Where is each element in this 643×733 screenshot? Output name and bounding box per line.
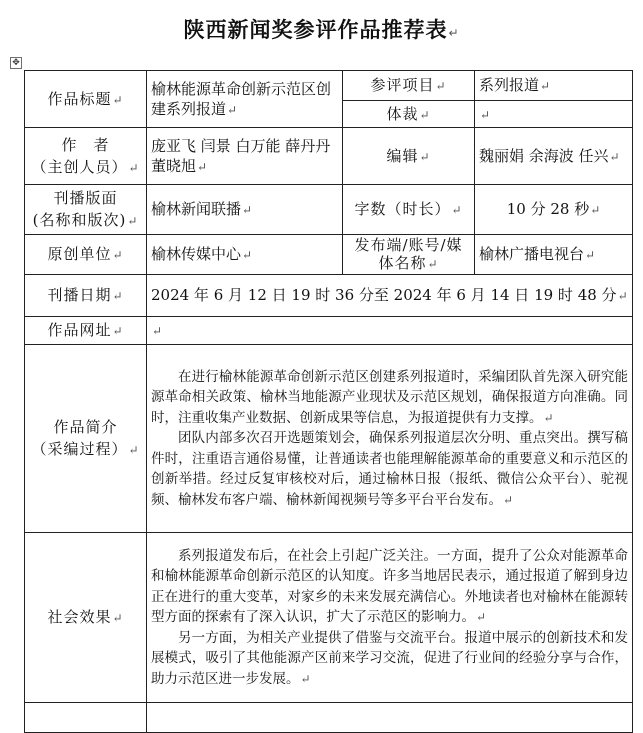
genre-value[interactable] <box>475 101 633 128</box>
paragraph-mark-icon: ↵ <box>543 410 554 425</box>
paragraph-mark-icon: ↵ <box>585 248 596 262</box>
publisher-value[interactable]: 榆林广播电视台↵ <box>475 235 633 275</box>
paragraph-mark-icon: ↵ <box>609 149 620 164</box>
effect-paragraph-1: 系列报道发布后，在社会上引起广泛关注。一方面，提升了公众对能源革命和榆林能源革命创新示范区的认知度。许多当地居民表示，通过报道了解到身边正在进行的重大变革，对家乡的未来发展充满信心。外地读者也对榆林在能源转型方面的探索有了深入认识，扩大了示范区的影响力。↵ <box>151 547 628 626</box>
editor-label: 编辑↵ <box>343 128 475 185</box>
paragraph-mark-icon: ↵ <box>112 289 124 303</box>
extra-label <box>25 703 147 733</box>
paragraph-mark-icon: ↵ <box>112 324 124 338</box>
paragraph-mark-icon: ↵ <box>476 610 487 625</box>
paragraph-mark-icon: ↵ <box>112 248 124 262</box>
unit-label: 原创单位↵ <box>25 235 147 275</box>
url-label: 作品网址↵ <box>25 317 147 345</box>
paragraph-mark-icon: ↵ <box>152 324 163 338</box>
table-row <box>25 185 633 235</box>
wordcount-value[interactable]: 10 分 28 秒↵ <box>475 185 633 235</box>
paragraph-mark-icon: ↵ <box>227 102 238 117</box>
table-row <box>25 128 633 185</box>
paragraph-mark-icon: ↵ <box>112 92 124 107</box>
table-row <box>25 533 633 703</box>
table-row <box>25 275 633 317</box>
page-title: 陕西新闻奖参评作品推荐表↵ <box>183 18 460 42</box>
table-row <box>25 345 633 533</box>
url-value[interactable] <box>147 317 633 345</box>
title-label: 作品标题↵ <box>25 71 147 128</box>
category-value[interactable]: 系列报道↵ <box>475 71 633 101</box>
edition-label: 刊播版面 (名称和版次)↵ <box>25 185 147 235</box>
paragraph-mark-icon: ↵ <box>503 492 514 507</box>
paragraph-mark-icon: ↵ <box>242 203 253 217</box>
wordcount-label: 字数（时长）↵ <box>343 185 475 235</box>
paragraph-mark-icon: ↵ <box>419 149 431 164</box>
paragraph-mark-icon: ↵ <box>617 289 628 303</box>
title-value[interactable]: 榆林能源革命创新示范区创建系列报道↵ <box>147 71 343 128</box>
table-row <box>25 235 633 275</box>
paragraph-mark-icon: ↵ <box>242 248 253 262</box>
paragraph-mark-icon: ↵ <box>590 203 601 217</box>
paragraph-mark-icon: ↵ <box>197 159 208 174</box>
recommendation-form-table <box>24 70 633 733</box>
unit-value[interactable]: 榆林传媒中心↵ <box>147 235 343 275</box>
date-value[interactable]: 2024 年 6 月 12 日 19 时 36 分至 2024 年 6 月 14 日 19 时 48 分↵ <box>147 275 633 317</box>
paragraph-mark-icon: ↵ <box>540 79 551 93</box>
paragraph-mark-icon: ↵ <box>128 443 140 457</box>
publisher-label: 发布端/账号/媒体名称↵ <box>343 235 475 275</box>
date-label: 刊播日期↵ <box>25 275 147 317</box>
table-row <box>25 317 633 345</box>
intro-paragraph-2: 团队内部多次召开选题策划会，确保系列报道层次分明、重点突出。撰写稿件时，注重语言通俗易懂，让普通读者也能理解能源革命的重要意义和示范区的创新举措。经过反复审核校对后，通过榆林日报（报纸、微信公众平台）、驼视频、榆林发布客户端、榆林新闻视频号等多平台平台发布。↵ <box>151 430 628 508</box>
table-row <box>25 71 633 101</box>
effect-paragraph-2: 另一方面，为相关产业提供了借鉴与交流平台。报道中展示的创新技术和发展模式，吸引了其他能源产区前来学习交流，促进了行业间的经验分享与合作，助力示范区进一步发展。↵ <box>151 629 628 687</box>
effect-text[interactable] <box>147 533 633 703</box>
paragraph-mark-icon: ↵ <box>448 26 460 40</box>
paragraph-mark-icon: ↵ <box>419 107 431 122</box>
paragraph-mark-icon: ↵ <box>435 79 447 93</box>
extra-value[interactable] <box>147 703 633 733</box>
paragraph-mark-icon: ↵ <box>480 107 491 122</box>
intro-text[interactable] <box>147 345 633 533</box>
paragraph-mark-icon: ↵ <box>127 214 139 228</box>
intro-label: 作品简介 （采编过程）↵ <box>25 345 147 533</box>
effect-label: 社会效果↵ <box>25 533 147 703</box>
author-value[interactable]: 庞亚飞 闫景 白万能 薛丹丹 董晓旭↵ <box>147 128 343 185</box>
paragraph-mark-icon: ↵ <box>300 671 311 686</box>
paragraph-mark-icon: ↵ <box>112 611 124 625</box>
table-move-handle-icon[interactable]: ✥ <box>10 57 22 69</box>
table-row <box>25 703 633 733</box>
author-label: 作 者 （主创人员）↵ <box>25 128 147 185</box>
intro-paragraph-1: 在进行榆林能源革命创新示范区创建系列报道时，采编团队首先深入研究能源革命相关政策、榆林当地能源产业现状及示范区规划，确保报道方向准确。同时，注重收集产业数据、创新成果等信息，为报道提供有力支撑。↵ <box>151 368 628 426</box>
editor-value[interactable]: 魏丽娟 余海波 任兴↵ <box>475 128 633 185</box>
edition-value[interactable]: 榆林新闻联播↵ <box>147 185 343 235</box>
paragraph-mark-icon: ↵ <box>427 257 439 271</box>
genre-label: 体裁↵ <box>343 101 475 128</box>
paragraph-mark-icon: ↵ <box>128 160 140 175</box>
category-label: 参评项目↵ <box>343 71 475 101</box>
paragraph-mark-icon: ↵ <box>451 203 463 217</box>
